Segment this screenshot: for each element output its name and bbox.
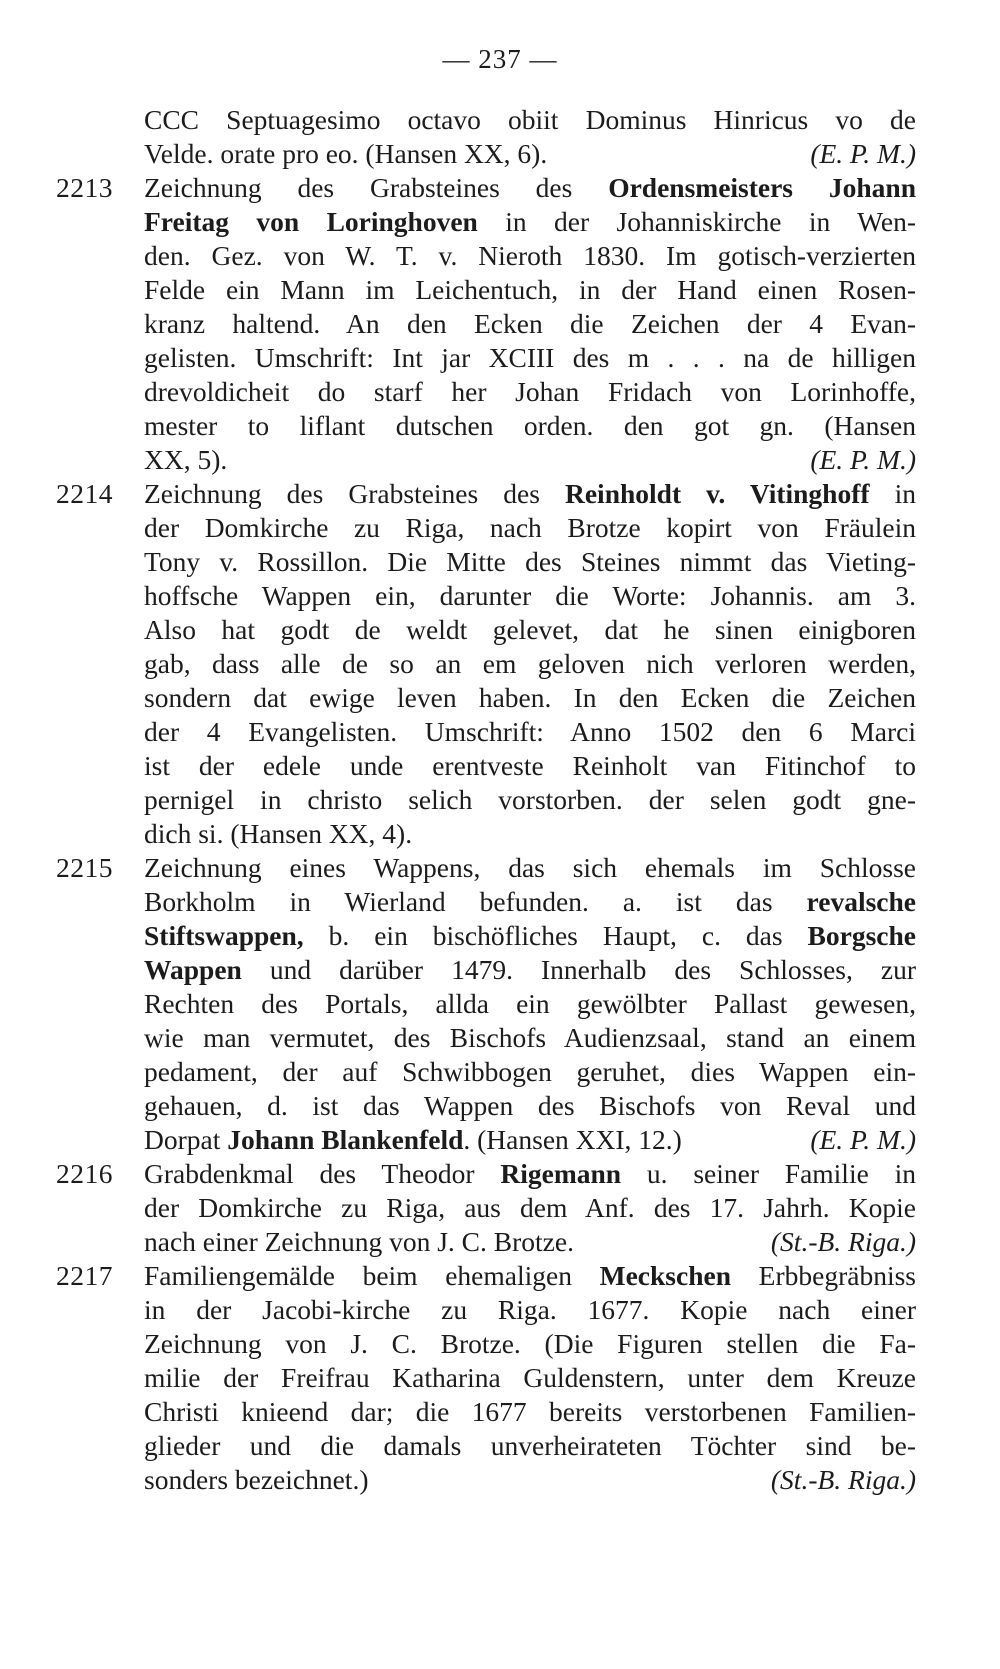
text-line-content: nach einer Zeichnung von J. C. Brotze. [144,1226,574,1257]
text-line-content: XX, 5). [144,444,228,475]
text-run: Zeichnung des Grabsteines des [144,172,609,203]
entry-number: 2215 [56,852,113,883]
text-run: Dorpat [144,1124,228,1155]
text-line: Felde ein Mann im Leichentuch, in der Hand einen Rosen- [144,274,916,305]
text-line [144,884,916,920]
text-run: Familiengemälde beim ehemaligen [144,1260,600,1291]
text-line: den. Gez. von W. T. v. Nieroth 1830. Im gotisch-verzierten [144,240,916,271]
text-line [144,204,916,240]
text-run: in der Johanniskirche in Wen- [477,206,916,237]
text-line: hoffsche Wappen ein, darunter die Worte: Johannis. am 3. [144,580,916,611]
text-line: kranz haltend. An den Ecken die Zeichen der 4 Evan- [144,308,916,339]
bold-name: Borgsche [807,920,916,951]
bold-name: revalsche [806,886,916,917]
text-line: Also hat godt de weldt gelevet, dat he sinen einigboren [144,614,916,645]
text-run: u. seiner Familie in [621,1158,916,1189]
text-run: und darüber 1479. Innerhalb des Schlosses, zur [241,954,916,985]
text-line: ist der edele unde erentveste Reinholt van Fitinchof to [144,750,916,781]
text-line [144,1156,916,1192]
text-line: mester to liflant dutschen orden. den got gn. (Hansen [144,410,916,441]
text-line: pernigel in christo selich vorstorben. der selen godt gne- [144,784,916,815]
text-run: Grabdenkmal des Theodor [144,1158,501,1189]
text-line: CCC Septuagesimo octavo obiit Dominus Hinricus vo de [144,104,916,135]
bold-name: Meckschen [599,1260,732,1291]
text-run: b. ein bischöfliches Haupt, c. das [303,920,808,951]
text-run: in [869,478,916,509]
text-line [144,170,916,206]
text-run: . (Hansen XXI, 12.) [463,1124,682,1155]
text-line: sondern dat ewige leven haben. In den Ecken die Zeichen [144,682,916,713]
entry-number: 2213 [56,172,113,203]
text-line: der Domkirche zu Riga, aus dem Anf. des 17. Jahrh. Kopie [144,1192,916,1223]
text-line: gehauen, d. ist das Wappen des Bischofs von Reval und [144,1090,916,1121]
text-line: Zeichnung von J. C. Brotze. (Die Figuren stellen die Fa- [144,1328,916,1359]
bold-name: Ordensmeisters Johann [608,172,916,203]
text-run: Borkholm in Wierland befunden. a. ist das [144,886,807,917]
bold-name: Reinholdt v. Vitinghoff [564,478,870,509]
page-number: — 237 — [442,44,558,74]
text-line [144,1258,916,1294]
source-ref: (E. P. M.) [810,138,916,169]
bold-name: Johann Blankenfeld [227,1124,464,1155]
text-line: milie der Freifrau Katharina Guldenstern, unter dem Kreuze [144,1362,916,1393]
bold-name: Rigemann [500,1158,622,1189]
bold-name: Wappen [144,954,242,985]
text-line: der Domkirche zu Riga, nach Brotze kopirt von Fräulein [144,512,916,543]
text-line: drevoldicheit do starf her Johan Fridach von Lorinhoffe, [144,376,916,407]
text-line [144,136,916,172]
text-run: Zeichnung des Grabsteines des [144,478,565,509]
text-line: pedament, der auf Schwibbogen geruhet, dies Wappen ein- [144,1056,916,1087]
bold-name: Stiftswappen, [144,920,304,951]
text-line [144,442,916,478]
bold-name: Freitag von Loringhoven [144,206,478,237]
source-ref: (St.-B. Riga.) [770,1226,916,1257]
text-line-content [144,1122,682,1158]
text-line: Zeichnung eines Wappens, das sich ehemals im Schlosse [144,852,916,883]
text-line [144,476,916,512]
text-run: Erbbegräbniss [731,1260,916,1291]
entry-number: 2214 [56,478,113,509]
source-ref: (E. P. M.) [810,1124,916,1155]
text-line-content: sonders bezeichnet.) [144,1464,369,1495]
entry-number: 2216 [56,1158,113,1189]
entry-number: 2217 [56,1260,113,1291]
source-ref: (St.-B. Riga.) [770,1464,916,1495]
text-line [144,1224,916,1260]
text-line: Christi knieend dar; die 1677 bereits verstorbenen Familien- [144,1396,916,1427]
text-line: Tony v. Rossillon. Die Mitte des Steines nimmt das Vieting- [144,546,916,577]
text-line: gelisten. Umschrift: Int jar XCIII des m . . . na de hilligen [144,342,916,373]
text-line: glieder und die damals unverheirateten Töchter sind be- [144,1430,916,1461]
text-line: in der Jacobi-kirche zu Riga. 1677. Kopie nach einer [144,1294,916,1325]
text-line: wie man vermutet, des Bischofs Audienzsaal, stand an einem [144,1022,916,1053]
text-line: der 4 Evangelisten. Umschrift: Anno 1502 den 6 Marci [144,716,916,747]
text-line [144,952,916,988]
text-line: gab, dass alle de so an em geloven nich verloren werden, [144,648,916,679]
text-line [144,918,916,954]
text-line: Rechten des Portals, allda ein gewölbter Pallast gewesen, [144,988,916,1019]
text-line: dich si. (Hansen XX, 4). [144,818,413,849]
text-line [144,1462,916,1498]
source-ref: (E. P. M.) [810,444,916,475]
text-line [144,1122,916,1158]
text-line-content: Velde. orate pro eo. (Hansen XX, 6). [144,138,548,169]
